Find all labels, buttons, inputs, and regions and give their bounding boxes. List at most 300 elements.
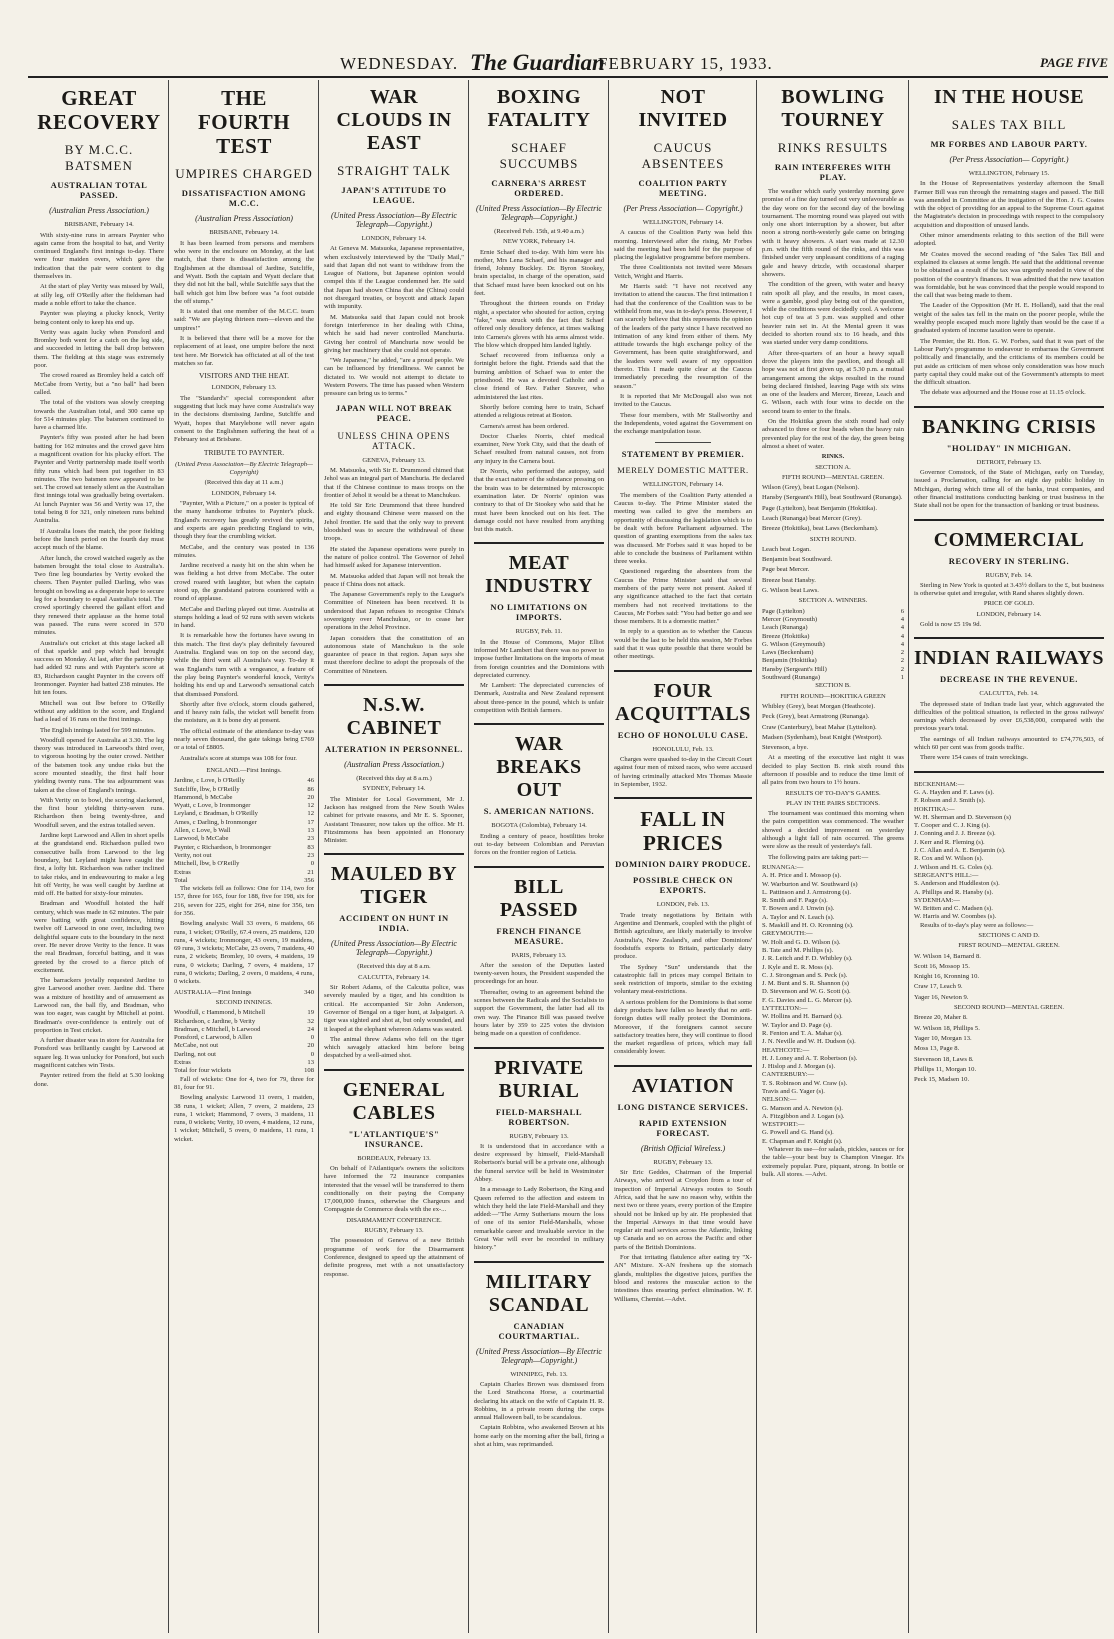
- list-item: HOKITIKA:—: [914, 805, 955, 813]
- list-item: T. Bowen and J. Unwin (s).: [762, 905, 835, 913]
- column-cricket-recovery: [30, 80, 168, 1633]
- headline: BOWLING TOURNEY: [781, 86, 885, 131]
- section-heading: FIFTH ROUND—HOKITIKA GREEN: [780, 692, 886, 700]
- score-row: Darling, not out 0: [174, 1050, 314, 1058]
- score-row: Southward (Runanga) 1: [762, 674, 904, 682]
- section-heading: RESULTS OF TO-DAY'S GAMES.: [785, 789, 881, 797]
- paragraph: Australia's score at stumps was 108 for four.: [180, 754, 297, 762]
- paragraph: At a meeting of the executive last night it was decided to play Section B. rink sixth round this afternoon if possible and to reduce the time limit of all pairs from two hours to 1½ hours.: [762, 754, 904, 787]
- score-row: Jardine, c Love, b O'Reilly 46: [174, 777, 314, 785]
- paragraph: Jardine received a nasty hit on the shin when he was fielding a hot drive from McCabe. The outer crowd roared with laughter, but when the captain stood up, the grandstand patrons countered with a round of applause.: [174, 562, 314, 603]
- list-item: R. Fenton and T. A. Mahar (s).: [762, 1029, 843, 1037]
- deck: CANADIAN COURTMARTIAL.: [498, 1320, 580, 1341]
- divider: [474, 1047, 604, 1049]
- score-row: G. Wilson (Greymouth) 4: [762, 640, 904, 648]
- paragraph: There were 154 cases of train wreckings.: [920, 754, 1029, 762]
- list-item: R. Cox and W. Wilson (s).: [914, 855, 984, 863]
- article-body: [474, 228, 604, 534]
- score-row: Breeze (Hokitika) 4: [762, 632, 904, 640]
- list-item: WESTPORT:—: [762, 1121, 805, 1129]
- column-divider: [908, 80, 909, 1633]
- deck: DOMINION DAIRY PRODUCE.: [615, 859, 751, 870]
- paragraph: Gold is now £5 19s 9d.: [920, 620, 982, 628]
- paragraph: Sir Robert Adams, of the Calcutta police, was severely mauled by a tiger, and his condition is critical. He accompanied Sir John Anderson, Governor of Bengal on a tiger hunt, at Jalpaiguri. A tiger was sighted and shot at, but only wounded, and it leaped at the elephant whereon Adams was seated.: [324, 984, 464, 1033]
- column-boxing-fatality: [470, 80, 608, 1633]
- paragraph: Charges were quashed to-day in the Circuit Court against four men of mixed races, who were accused of having criminally attacked Mrs Thomas Massie in September, 1932.: [614, 755, 752, 788]
- score-row: AUSTRALIA—First Innings 340: [174, 988, 314, 996]
- credit: (United Press Association—By Electric Telegraph—Copyright.): [331, 939, 457, 958]
- headline: N.S.W. CABINET: [346, 694, 442, 740]
- credit: (United Press Association—By Electric Telegraph—Copyright.): [331, 211, 457, 229]
- article-body: [324, 1155, 464, 1279]
- article-body: [324, 235, 464, 399]
- paragraph: At the start of play Verity was missed by Wall, at silly leg, off O'Reilly after the fieldsman had made a noble effort to take the chance.: [34, 283, 164, 307]
- subheadline: UMPIRES CHARGED: [175, 166, 313, 182]
- list-item: A. Phillips and R. Hansby (s).: [914, 888, 994, 896]
- paragraph: The three Coalitionists not invited were Messrs Veitch, Wright and Harris.: [614, 264, 752, 280]
- dateline: BORDEAUX, February 13.: [357, 1154, 431, 1162]
- dateline: RUGBY, February 13.: [509, 1132, 569, 1140]
- score-row: Benjamin (Hokitika) 2: [762, 657, 904, 665]
- list-item: S. Anderson and Huddleston (s).: [914, 880, 1000, 888]
- article-body: [614, 1159, 752, 1304]
- headline: BILL PASSED: [499, 875, 579, 921]
- masthead: [0, 52, 1114, 78]
- score-row: Laws (Beckenham) 2: [762, 649, 904, 657]
- paragraph: Captain Charles Brown was dismissed from the Lord Strathcona Horse, a courtmartial declaring his attack on the wife of Captain H. R. Robbins, in a private room during the corps annual Halloween ball, to be scandalous.: [474, 1380, 604, 1422]
- article-body: [914, 690, 1104, 762]
- article-body: [762, 188, 904, 606]
- score-row: Allen, c Love, b Wall 13: [174, 827, 314, 835]
- result-line: Peck (Grey), beat Armstrong (Runanga).: [762, 713, 870, 721]
- paragraph: Mr Harris said: "I have not received any invitation to attend the caucus. The first intimation I had that the conference of the Coalition was to be withheld from me, was in to-day's press. However, I can scarcely believe that this represents the opinion of the leaders of the party since I have received no intimation of any kind from either of them. My attitude towards the high exchange policy of the Government, has been quite straightforward, and the leaders were well aware of my opposition thereto. This I made quite clear at the Caucus immediately preceding the resumption of the season.": [614, 283, 752, 390]
- paragraph: McCabe, and the century was posted in 136 minutes.: [174, 543, 314, 559]
- list-item: G. Manson and A. Newton (s).: [762, 1104, 843, 1112]
- paragraph: Captain Robbins, who awakened Brown at his home early on the morning after the ball, firing a shot at him, was reprimanded.: [474, 1424, 604, 1449]
- paragraph: Questioned regarding the absentees from the Caucus the Prime Minister said that several members of the party were not present. Asked if any significance attached to the fact that certain members had not received invitations to the Caucus, Mr Forbes said: "You had better go and see those members. It is a domestic matter.": [614, 568, 752, 626]
- headline: THE FOURTH TEST: [197, 86, 291, 159]
- score-row: Extras 21: [174, 868, 314, 876]
- article-body: [474, 628, 604, 715]
- credit: (Per Press Association— Copyright.): [623, 204, 743, 213]
- list-item: H. J. Loney and A. T. Robertson (s).: [762, 1054, 858, 1062]
- subheadline: SCHAEF SUCCUMBS: [499, 140, 579, 171]
- list-item: SERGEANT'S HILL:—: [914, 871, 979, 879]
- section-heading: FIFTH ROUND—MENTAL GREEN.: [782, 473, 884, 481]
- paragraph: The weather which early yesterday morning gave promise of a fine day turned out very unfavourable as the day wore on for the second day of the bowling tournament. The morning round was played out with only one short interruption by a shower, but after noon a strong north-westerly gale came on bringing with it heavy showers. A start was made at 12.30 p.m. with the fifth round of the rinks, and this was finished under very unpleasant conditions of a raging gale and heavy drizzle, with occasional sharper showers.: [762, 188, 904, 278]
- list-item: G. Powell and G. Hand (s).: [762, 1129, 834, 1137]
- score-row: Richardson, c Jardine, b Verity 32: [174, 1017, 314, 1025]
- result-line: Stevenson, a bye.: [762, 744, 809, 752]
- score-row: Total for four wickets 108: [174, 1067, 314, 1075]
- deck: "HOLIDAY" IN MICHIGAN.: [946, 442, 1072, 453]
- paragraph: M. Matsuoka said that Japan could not brook foreign interference in her dealing with China, which he said had never controlled Manchuria. Giving her control of Manchuria now would be giving her machinery that she could not operate.: [324, 313, 464, 354]
- paragraph: These four members, with Mr Stallworthy and the Independents, voted against the Government on the exchange manipulation issue.: [614, 411, 752, 436]
- dateline: LONDON, February 14.: [976, 610, 1042, 618]
- paragraph: It has been learned from persons and members who were in the enclosure on Monday, at the last match, that there is dissatisfaction among the Englishmen at the dismissal of Jardine, Sutcliffe, and Wyatt. Both the captain and Wyatt declare that they did not hit the ball, while Sutcliffe says that the ball which got him lbw before was "a foot outside the off stump.": [174, 239, 314, 305]
- credit: (Australian Press Association): [195, 214, 293, 224]
- subheadline: CAUCUS ABSENTEES: [641, 140, 725, 171]
- dateline: WELLINGTON, February 14.: [642, 219, 724, 226]
- score-row: Woodfull, c Hammond, b Mitchell 19: [174, 1009, 314, 1017]
- list-item: W. Britten and C. Madsen (s).: [914, 905, 993, 913]
- list-item: B. Tate and M. Phillips (s).: [762, 946, 834, 954]
- paragraph: Mitchell was out lbw before to O'Reilly without any addition to the score, and England had a lead of 16 runs on the first innings.: [34, 699, 164, 724]
- headline: GENERAL CABLES: [342, 1078, 446, 1124]
- column-in-the-house: [910, 80, 1108, 1633]
- headline: GREAT RECOVERY: [37, 86, 161, 135]
- score-row: Extras 13: [174, 1059, 314, 1067]
- dateline: RUGBY, Feb. 14.: [985, 571, 1033, 579]
- paragraph: Sir Eric Geddes, Chairman of the Imperial Airways, who arrived at Croydon from a tour of inspection of Imperial Airways routes to South Africa, said that he saw no reason why, within the next two or three years, every portion of the Empire should not be linked up by air. He prophesied that the Imperial Airways in that time would have regular air mail services across the Atlantic, linking up Canada and so on across the Pacific and other parts of the British Dominions.: [614, 1169, 752, 1251]
- score-row: McCabe, not out 20: [174, 1042, 314, 1050]
- paragraph: Shortly after five o'clock, storm clouds gathered, and if heavy rain falls, the wicket will benefit from the moisture, as it is bone dry at present.: [174, 700, 314, 725]
- received-note: (Received this day at 8 a.m.: [357, 963, 431, 971]
- deck: JAPAN'S ATTITUDE TO LEAGUE.: [341, 185, 447, 205]
- paragraph: Australia's out cricket at this stage lacked all of that sparkle and pep which had brought success on Monday. At last, after the partnership had added 92 runs and with Paynter's score at 83, Richardson caught Paynter in the covers off Ironmonger. Paynter had batted 238 minutes. He hit ten fours.: [34, 639, 164, 697]
- deck: ECHO OF HONOLULU CASE.: [617, 729, 749, 740]
- received-note: (Received this day at 11 a.m.): [204, 479, 284, 487]
- paragraph: A caucus of the Coalition Party was held this morning. Interviewed after the rising, Mr Forbes said the meeting had been held for the purpose of placing the legislative programme before members.: [614, 229, 752, 262]
- paragraph: With Verity on to bowl, the scoring slackened, the first hour yielding thirty-seven runs. Richardson then being twenty-three, and Woodfull seven, and the extras totalled seven.: [34, 796, 164, 829]
- paragraph: M. Matsuoka added that Japan will not break the peace if China does not attack.: [324, 572, 464, 588]
- paragraph: A further disaster was in store for Australia for Ponsford was brilliantly caught by Larwood at square leg. It was unlucky for Ponsford, but such magnificent catches win Tests.: [34, 1037, 164, 1070]
- divider: [614, 670, 752, 672]
- paragraph: The Leader of the Opposition (Mr H. E. Holland), said that the real weight of the sales tax fell in the main on the poorer people, while the wealthy people escaped much more lightly than would be the case if a graduated system of income taxation were to operate.: [914, 302, 1104, 335]
- article-body: [914, 459, 1104, 511]
- subheadline: STRAIGHT TALK: [337, 163, 451, 178]
- headline: PRIVATE BURIAL: [494, 1056, 584, 1102]
- deck: "L'ATLANTIQUE'S" INSURANCE.: [348, 1128, 440, 1149]
- deck: POSSIBLE CHECK ON EXPORTS.: [633, 875, 733, 896]
- article-body: [324, 963, 464, 1060]
- masthead-rule: [28, 76, 1108, 78]
- divider: [614, 1065, 752, 1067]
- dateline: LONDON, February 14.: [361, 235, 427, 242]
- credit: (United Press Association—By Electric Telegraph—Copyright): [175, 460, 313, 477]
- deck: RECOVERY IN STERLING.: [948, 555, 1070, 566]
- section-heading: JAPAN WILL NOT BREAK PEACE.: [335, 402, 453, 423]
- result-line: Page beat Mercer.: [762, 566, 810, 574]
- credit: (Per Press Association— Copyright.): [949, 155, 1069, 164]
- paragraph: Paynter retired from the field at 5.30 looking done.: [34, 1072, 164, 1088]
- scorecard-title: SECOND INNINGS.: [215, 998, 273, 1006]
- paragraph: Throughout the thirteen rounds on Friday night, a spectator who shouted for action, crying "fake," was struck with the fact that Schaef offered only desultory defence, at times walking into Carnera's gloves with his arms almost wide. The blow which dropped him landed lightly.: [474, 300, 604, 349]
- article-body: [174, 885, 314, 987]
- deck: DECREASE IN THE REVENUE.: [940, 674, 1078, 685]
- pairs-list: [762, 864, 904, 1146]
- masthead-day: WEDNESDAY.: [340, 54, 459, 73]
- list-item: C. J. Strongman and S. Peck (s).: [762, 971, 848, 979]
- article-body: [614, 481, 752, 661]
- paragraph: The Premier, the Rt. Hon. G. W. Forbes, said that it was part of the Labour Party's programme to endeavour to embarrass the Government politically and financially, and the criticisms of its members could be put aside as criticism of men whose only consideration was how much party capital they could make out of the Government's attempts to meet the difficult situation.: [914, 337, 1104, 387]
- list-item: R. Smith and F. Page (s).: [762, 897, 828, 905]
- paragraph: Trade treaty negotiations by Britain with Argentine and Denmark, coupled with the plight of British agriculture, are likely materially to involve Australia's, New Zealand's, and other Dominions' foodstuffs exports to Britain, particularly dairy produce.: [614, 911, 752, 961]
- deck: COALITION PARTY MEETING.: [638, 178, 728, 198]
- paragraph: Paynter's fifty was posted after he had been batting for 162 minutes and the crowd gave him a magnificent ovation for his plucky effort. The Paynter and Verity partnership made itself worth fifty runs which had been put together in 83 minutes. The two batsmen now appeared to be set. The crowd sat tensely silent as the Australian first innings total was gradually being overtaken. At lunch Paynter was 56 and Verity was 17, the total being 8 for 321, only nineteen runs behind Australia.: [34, 434, 164, 525]
- result-line: Page (Lyttelton), beat Benjamin (Hokitika).: [762, 504, 877, 512]
- paragraph: It is stated that one member of the M.C.C. team said: "We are playing thirteen men—eleven and the umpires!": [174, 308, 314, 332]
- paragraph: Bradman and Woodfull hoisted the half century, which was made in 62 minutes. The pair were batting with great confidence, hitting twelve off Larwood in one over, including two delightful square cuts to the boundary in the next over. He never drove Verity to the fence. It was the real Bradman, forceful batting, and it was greeted by the crowd to a fierce pitch of excitement.: [34, 900, 164, 974]
- deck: FRENCH FINANCE MEASURE.: [496, 925, 582, 946]
- result-line: W. Wilson 14, Barnard 8.: [914, 952, 981, 960]
- deck: LONG DISTANCE SERVICES.: [617, 1101, 749, 1112]
- dateline: CALCUTTA, February 14.: [358, 973, 430, 981]
- result-line: Stevenson 18, Laws 8.: [914, 1055, 974, 1063]
- list-item: W. Warburton and W. Southward (s): [762, 880, 858, 888]
- result-line: Scott 16, Mossop 15.: [914, 962, 970, 970]
- list-item: T. S. Robinson and W. Craw (s).: [762, 1079, 848, 1087]
- list-item: Travis and G. Yager (s).: [762, 1087, 825, 1095]
- list-item: S. Maskill and H. O. Kronning (s).: [762, 922, 854, 930]
- paragraph: On the Hokitika green the sixth round had only advanced to three or four heads when the heavy rain prevented play for the rest of the day, the green being almost a sheet of water.: [762, 418, 904, 450]
- score-row: Larwood, b McCabe 23: [174, 835, 314, 843]
- paragraph: It is reported that Mr McDougall also was not invited to the Caucus.: [614, 392, 752, 409]
- section-heading: PRICE OF GOLD.: [983, 600, 1035, 608]
- subheadline: RINKS RESULTS: [777, 140, 889, 155]
- paragraph: It is remarkable how the fortunes have swung in this match. The first day's play definitely favoured Australia. England was on top on the second day, while the third went all Australia's way. To-day it was England's turn with a vengeance, a feature of the play being Paynter's wonderful knock, Verity's holding his end up and Larwood's sensational catch that dismissed Ponsford.: [174, 632, 314, 698]
- result-line: Yager 10, Morgan 13.: [914, 1034, 972, 1042]
- dateline: BRISBANE, February 14.: [209, 229, 279, 237]
- paragraph: A serious problem for the Dominions is that some dairy products have fallen so heavily that no anti-foreign duties will really protect the Dominions. Moreover, if the foreigners cannot secure satisfactory treaties here, they will continue to flood the market regardless of prices, which may fall considerably lower.: [614, 998, 752, 1056]
- article-body: [474, 1133, 604, 1253]
- credit: (United Press Association—By Electric Telegraph—Copyright.): [476, 1346, 602, 1365]
- score-row: Sutcliffe, lbw, b O'Reilly 86: [174, 785, 314, 793]
- list-item: J. R. Leitch and F. D. Whibley (s).: [762, 955, 853, 963]
- divider: [914, 637, 1104, 639]
- paragraph: Verity was again lucky when Ponsford and Bromley both went for a catch on the leg side, and succeeded in letting the ball drop between them. The fielding at this stage was extremely poor.: [34, 328, 164, 370]
- article-body: [324, 775, 464, 845]
- paragraph: Mr Coates moved the second reading of "the Sales Tax Bill and explained its clauses at some length. He said that the additional revenue to be obtained as a result of the tax was urgently needed in view of the position of the country's finances. It was admitted that the new taxation was formidable, but he was convinced that the people would respond to the call that was being made to them.: [914, 250, 1104, 300]
- headline: MEAT INDUSTRY: [485, 552, 593, 598]
- deck: FIELD-MARSHALL ROBERTSON.: [495, 1106, 583, 1127]
- list-item: J. Wilson and H. G. Coles (s).: [914, 863, 993, 871]
- paragraph: The Sydney "Sun" understands that the catastrophic fall in prices may compel Britain to seek restriction of imports, similar to the existing voluntary meat-restrictions.: [614, 963, 752, 996]
- paragraph: Ending a century of peace, hostilities broke out to-day between Colombian and Peruvian forces on the frontier region of Leticia.: [474, 832, 604, 857]
- paragraph: Paynter was playing a plucky knock, Verity being content only to keep his end up.: [34, 310, 164, 326]
- headline: FALL IN PRICES: [640, 807, 726, 856]
- headline: NOT INVITED: [638, 86, 728, 131]
- paragraph: The barrackers jovially requested Jardine to give Larwood another over. Jardine did. There was a mixture of hostility and of amusement as Larwood ran, the ball fly, and Bradman, who was too eager, was caught by Mitchell at point. Bradman's over-confidence is entirely out of proportion in Test cricket.: [34, 977, 164, 1034]
- dateline: LONDON, February 13.: [211, 384, 277, 392]
- article-body: [474, 952, 604, 1039]
- deck: RAIN INTERFERES WITH PLAY.: [774, 162, 892, 182]
- paragraph: Carnera's arrest has been ordered.: [480, 422, 569, 430]
- section-heading: SECTION B.: [815, 682, 851, 690]
- result-line: Breeze beat Hansby.: [762, 576, 816, 584]
- list-item: F. G. Davies and L. G. Mercer (s).: [762, 996, 853, 1004]
- masthead-page-number: PAGE FIVE: [1040, 55, 1109, 70]
- divider: [655, 442, 710, 443]
- score-row: Hammond, b McCabe 20: [174, 793, 314, 801]
- score-row: Hansby (Sergeant's Hill) 2: [762, 665, 904, 673]
- paragraph: Dr Norris, who performed the autopsy, said that the exact nature of the substance pressing on the brain was to be determined by microscopic examination later. Dr Norris' opinion was contrary to that of Dr Stookey who said that he must have been knocked out on his feet. The damage could not have resulted from anything but this match.: [474, 468, 604, 534]
- paragraph: The animal threw Adams who fell on the tiger which savagely attacked him before being despatched by a well-aimed shot.: [324, 1035, 464, 1060]
- masthead-title: The Guardian: [470, 50, 605, 75]
- scorecard-title: ENGLAND.—First Innings.: [206, 766, 282, 774]
- column-war-clouds: [320, 80, 468, 1633]
- paragraph: The tournament was continued this morning when the pairs competition was commenced. The weather showed a decided improvement on yesterday although a light fall of rain occurred. The greens were slow as the result of yesterday's fall.: [762, 810, 904, 851]
- headline: AVIATION: [631, 1074, 735, 1097]
- deck: ALTERATION IN PERSONNEL.: [325, 744, 463, 755]
- score-row: Bradman, c Mitchell, b Larwood 24: [174, 1025, 314, 1033]
- score-row: Wyatt, c Love, b Ironmonger 12: [174, 802, 314, 810]
- subheadline: SALES TAX BILL: [951, 117, 1067, 132]
- list-item: J. Hislop and J. Morgan (s).: [762, 1063, 836, 1071]
- paragraph: "Paynter, With a Picture," on a poster is typical of the many handsome tributes to Paynter's pluck. England's recovery has greatly revived the spirits, and experts are again predicting England to win, though they fear the crumbling wicket.: [174, 500, 314, 541]
- paragraph: Jardine kept Larwood and Allen in short spells at the grandstand end. Richardson pulled two consecutive balls from Larwood to the leg boundary, but Leyland might have caught the first, a lofty hit. Richardson was rather inclined to take risks, and in endeavouring to make a leg hit off Verity, he was well caught by Jardine at mid off. He batted for sixty-four minutes.: [34, 832, 164, 898]
- paragraph: After three-quarters of an hour a heavy squall drove the players into the pavilion, and though all hope was not at first given up, at 5.30 p.m. a mutual arrangement among the skips resulted in the round being declared finished, leaving Page with six wins as one of the leaders and Mercer, Breeze, Leach and G. Wilson, each with four wins to decide on the second team to enter to the finals.: [762, 349, 904, 415]
- result-line: Breeze 20, Maher 8.: [914, 1014, 968, 1022]
- divider: [474, 1261, 604, 1263]
- list-item: G. A. Hayden and F. Laws (s).: [914, 788, 995, 796]
- score-row: Mitchell, lbw, b O'Reilly 0: [174, 860, 314, 868]
- section-heading: SECTION A.: [815, 463, 851, 471]
- result-line: Wilson (Grey), beat Logan (Nelson).: [762, 484, 860, 492]
- paragraph: The depressed state of Indian trade last year, which aggravated the difficulties of the political situation, is reflected in the gross railways' earnings which decreased by over £6,538,000, compared with the previous year's total.: [914, 700, 1104, 733]
- section-heading: PLAY IN THE PAIRS SECTIONS.: [786, 799, 880, 807]
- dateline: RUGBY, Feb. 11.: [515, 628, 563, 636]
- advertisement: Whatever its use—for salads, pickles, sauces or for the table—your best buy is Champion Vinegar. It's extremely popular. Pure, piquant, strong. In bottle or bulk. All stores. —Advt.: [762, 1146, 904, 1178]
- list-item: J. N. Neville and W. H. Dudson (s).: [762, 1038, 856, 1046]
- paragraph: The "Standard's" special correspondent after suggesting that luck may have come Australia's way in the decisions dismissing Jardine, Sutcliffe and Wyatt, hopes that Marylebone will never again consent to the Englishmen suffering the heat of a February test at Brisbane.: [174, 394, 314, 444]
- column-divider: [318, 80, 319, 1633]
- list-item: RUNANGA:—: [762, 863, 804, 871]
- divider: [324, 853, 464, 855]
- article-body: [614, 746, 752, 789]
- divider: [474, 866, 604, 868]
- list-item: W. Hollins and H. Barnard (s).: [762, 1013, 843, 1021]
- dateline: WINNIPEG, Feb. 13.: [510, 1370, 568, 1378]
- section-heading: TRIBUTE TO PAYNTER.: [203, 447, 285, 457]
- paragraph: Other minor amendments relating to this section of the Bill were adopted.: [914, 232, 1104, 248]
- column-divider: [468, 80, 469, 1633]
- paragraph: At Geneva M. Matsuoka, Japanese representative, when exclusively interviewed by the "Daily Mail," said that Japan did not want to withdraw from the League of Nations, but Japanese opinion would compel this if the League condemned her. He said that Japan had shown China that she (China) could not disregard treaties, or boycott and attack Japan with impunity.: [324, 245, 464, 311]
- received-note: (Received this day at 8 a.m.): [356, 775, 432, 783]
- score-row: Mercer (Greymouth) 4: [762, 615, 904, 623]
- list-item: D. Stevenson and W. G. Scott (s).: [762, 988, 851, 996]
- result-line: Whibley (Grey), beat Morgan (Heathcote).: [762, 702, 876, 710]
- list-item: J. Kyle and E. R. Moss (s).: [762, 963, 834, 971]
- dateline: RUGBY, February 13.: [364, 1227, 424, 1235]
- paragraph: The debate was adjourned and the House rose at 11.15 o'clock.: [920, 389, 1086, 397]
- divider: [474, 542, 604, 544]
- credit: (Australian Press Association.): [49, 206, 149, 216]
- subheadline: BY M.C.C. BATSMEN: [64, 142, 134, 174]
- dateline: WELLINGTON, February 14.: [642, 481, 724, 489]
- list-item: SYDENHAM:—: [914, 896, 960, 904]
- article-body: [914, 170, 1104, 398]
- credit: (Australian Press Association.): [344, 760, 444, 770]
- paragraph: The members of the Coalition Party attended a Caucus to-day. The Prime Minister stated the meeting was called to give the members an opportunity of discussing the legislation which is to be dealt with before Parliament adjourned. The question of granting exemptions from the sales tax was discussed. Mr Forbes said it was hoped to be able to conclude the business of Parliament within three weeks.: [614, 491, 752, 566]
- paragraph: Fall of wickets: One for 4, two for 79, three for 81, four for 91.: [174, 1075, 314, 1091]
- section-heading: RINKS.: [821, 453, 845, 461]
- article-body: [614, 901, 752, 1056]
- list-item: J. C. Allan and A. E. Benjamin (s).: [914, 847, 1006, 855]
- credit: (British Official Wireless.): [640, 1143, 726, 1153]
- paragraph: The following pairs are taking part:—: [768, 853, 869, 861]
- result-line: Craw 17, Leach 9.: [914, 983, 963, 991]
- result-line: Craw (Canterbury), beat Mahar (Lyttelton).: [762, 723, 877, 731]
- article-body: [174, 229, 314, 763]
- section-heading: UNLESS CHINA OPENS ATTACK.: [337, 430, 451, 451]
- received-note: (Received Feb. 15th, at 9.40 a.m.): [494, 228, 584, 235]
- list-item: J. Conning and J. J. Breeze (s).: [914, 830, 996, 838]
- column-divider: [168, 80, 169, 1633]
- dateline: BOGOTA (Colombia), February 14.: [491, 822, 587, 830]
- headline: WAR CLOUDS IN EAST: [336, 86, 452, 154]
- masthead-month: FEBRUARY: [598, 54, 696, 73]
- advertisement: For that irritating flatulence after eating try "X-AN" Mixture. X-AN freshens up the stomach glands, multiplies the digestive juices, purifies the blood and restores the muscular action to the intestines thus ensuring perfect elimination. W. F. Williams, Chemist.—Advt.: [614, 1254, 752, 1303]
- dateline: GENEVA, February 13.: [362, 456, 426, 464]
- deck: DISSATISFACTION AMONG M.C.C.: [181, 188, 307, 209]
- paragraph: The English innings lasted for 599 minutes.: [40, 726, 156, 734]
- headline: IN THE HOUSE: [933, 86, 1085, 108]
- paragraph: Sterling in New York is quoted at 3.43½ dollars to the £, but business is otherwise quiet and irregular, with Rand shares slightly down.: [914, 581, 1104, 598]
- list-item: HEATHCOTE:—: [762, 1046, 810, 1054]
- list-item: W. Taylor and D. Page (s).: [762, 1021, 832, 1029]
- result-line: Leach (Runanga) beat Mercer (Grey).: [762, 514, 862, 522]
- section-heading: DISARMAMENT CONFERENCE.: [346, 1216, 442, 1224]
- list-item: W. Holt and G. D. Wilson (s).: [762, 938, 841, 946]
- headline: WAR BREAKS OUT: [496, 733, 582, 802]
- list-item: LYTTELTON:—: [762, 1005, 808, 1013]
- result-line: Peck 15, Madsen 10.: [914, 1076, 970, 1084]
- section-heading: SECTIONS C AND D.: [978, 932, 1040, 939]
- deck: ACCIDENT ON HUNT IN INDIA.: [339, 913, 449, 934]
- list-item: BECKENHAM:—: [914, 780, 965, 788]
- paragraph: It is understood that in accordance with a desire expressed by himself, Field-Marshall Robertson's burial will be a private one, although the funeral service will be held in Westminster Abbey.: [474, 1142, 604, 1183]
- pairs-list: [914, 781, 1104, 922]
- dateline: LONDON, Feb. 13.: [656, 901, 710, 909]
- column-bowling-tourney: [758, 80, 908, 1633]
- paragraph: Doctor Charles Norris, chief medical examiner, New York City, said that the death of Schaef resulted from natural causes, not from any injury in the Carnera bout.: [474, 432, 604, 465]
- deck: CARNERA'S ARREST ORDERED.: [491, 178, 587, 198]
- divider: [324, 684, 464, 686]
- result-line: Leach beat Logan.: [762, 545, 811, 553]
- score-row: Leyland, c Bradman, b O'Reilly 12: [174, 810, 314, 818]
- paragraph: In the House of Representatives yesterday afternoon the Small Farmer Bill was run through the remaining stages and passed. The Bill was amended in Committee at the instigation of the Hon. J. G. Coates with the object of providing for an appeal to the Supreme Court against the Magistrate's decision in proceedings with respect to the compulsory acquisition and disposition of unused lands.: [914, 180, 1104, 229]
- column-divider: [608, 80, 609, 1633]
- paragraph: McCabe and Darling played out time. Australia at stumps holding a lead of 92 runs with seven wickets in hand.: [174, 605, 314, 630]
- paragraph: Governor Comstock, of the State of Michigan, early on Tuesday, issued a Proclamation, calling for an eight day public holiday in Michigan, during which time all of the banks, trust companies, and other financial institutions conducting banking or trust business in the State shall not be open for the transaction of banking or trust business.: [914, 469, 1104, 510]
- dateline: RUGBY, February 13.: [653, 1158, 713, 1166]
- article-body: [914, 572, 1104, 630]
- divider: [474, 723, 604, 725]
- score-row: Ponsford, c Larwood, b Allen 0: [174, 1034, 314, 1042]
- article-body: [914, 922, 1104, 1085]
- list-item: E. Chapman and F. Knight (s).: [762, 1137, 843, 1145]
- divider: [914, 771, 1104, 773]
- list-item: A. Taylor and N. Leach (s).: [762, 913, 835, 921]
- paragraph: After the session of the Deputies lasted twenty-seven hours, the President suspended the proceedings for an hour.: [474, 961, 604, 986]
- paragraph: After lunch, the crowd watched eagerly as the batsmen brought the total close to Australia's. Two fine leg boundaries by Verity evoked the cheers. Then Paynter pulled Darling, who was brought on bowling as a desperate hope to secure leg for a boundary to equal Australia's total. The crowd sportingly cheered the gallant effort and they renewed their applause as the home total was passed. The runs were scored in 570 minutes.: [34, 554, 165, 637]
- paragraph: The official estimate of the attendance to-day was nearly seven thousand, the gate takings being £769 or a total of £8805.: [174, 727, 314, 752]
- paragraph: Results of to-day's play were as follows:—: [920, 921, 1034, 929]
- score-row: Total 356: [174, 876, 314, 884]
- paragraph: The Minister for Local Government, Mr J. Jackson has resigned from the New South Wales cabinet for private reasons, and Mr E. S. Spooner, Assistant Treasurer, now takes up the office. Mr H. Fitzsimmons has been appointed an Honorary Minister.: [324, 795, 464, 845]
- headline: BANKING CRISIS: [921, 415, 1097, 438]
- dateline: HONOLULU, Feb. 13.: [652, 745, 714, 753]
- section-heading: STATEMENT BY PREMIER.: [621, 449, 745, 460]
- paragraph: He told Sir Eric Drummond that three hundred and eighty thousand Chinese were massed on the Jehol frontier. He said that the only way to prevent bloodshed was to secure the withdrawal of these troops.: [324, 502, 464, 543]
- headline: MILITARY SCANDAL: [485, 1270, 593, 1316]
- dateline: LONDON, February 14.: [211, 489, 277, 497]
- article-body: [174, 1076, 314, 1144]
- score-row: Ames, c Darling, b Ironmonger 17: [174, 818, 314, 826]
- deck: RAPID EXTENSION FORECAST.: [638, 1117, 728, 1138]
- list-item: GREYMOUTH:—: [762, 930, 813, 938]
